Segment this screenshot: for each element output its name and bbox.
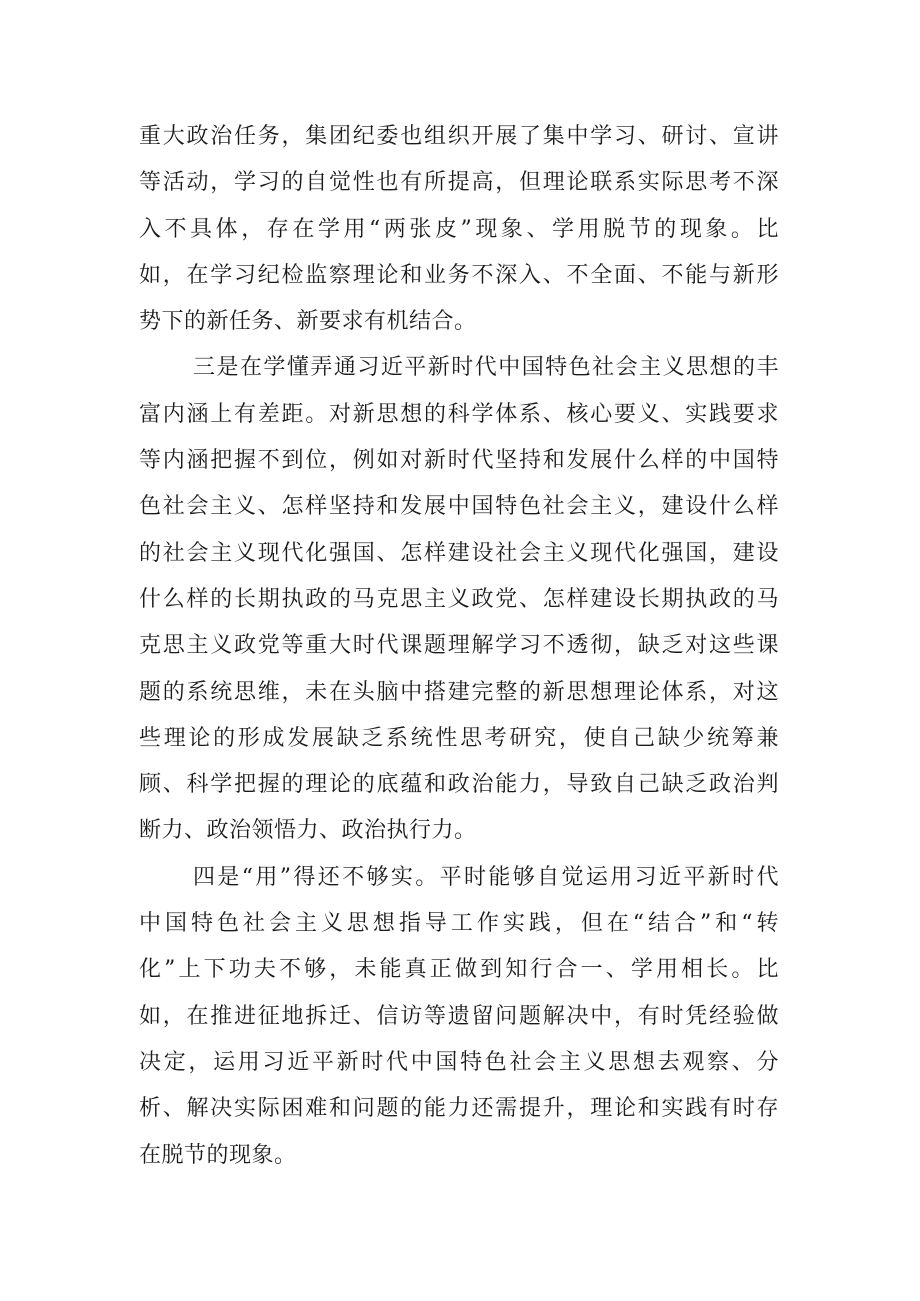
- text-line: 在脱节的现象。: [139, 1142, 297, 1168]
- text-line: 题的系统思维，未在头脑中搭建完整的新思想理论体系，对这: [139, 679, 779, 705]
- text-line: 顾、科学把握的理论的底蕴和政治能力，导致自己缺乏政治判: [139, 772, 779, 798]
- text-line: 的社会主义现代化强国、怎样建设社会主义现代化强国，建设: [139, 540, 779, 566]
- text-line: 克思主义政党等重大时代课题理解学习不透彻，缺乏对这些课: [139, 633, 779, 659]
- text-line: 等活动，学习的自觉性也有所提高，但理论联系实际思考不深: [139, 170, 779, 196]
- text-line: 重大政治任务，集团纪委也组织开展了集中学习、研讨、宣讲: [139, 124, 779, 149]
- text-line: 等内涵把握不到位，例如对新时代坚持和发展什么样的中国特: [139, 448, 779, 474]
- text-line: 入不具体，存在学用“两张皮”现象、学用脱节的现象。比: [139, 216, 779, 242]
- text-line: 势下的新任务、新要求有机结合。: [139, 309, 477, 335]
- text-line: 如，在学习纪检监察理论和业务不深入、不全面、不能与新形: [139, 262, 779, 288]
- text-line: 富内涵上有差距。对新思想的科学体系、核心要义、实践要求: [139, 401, 779, 427]
- text-line: 什么样的长期执政的马克思主义政党、怎样建设长期执政的马: [139, 586, 779, 612]
- text-line: 断力、政治领悟力、政治执行力。: [139, 818, 477, 844]
- paragraph-start-line: 三是在学懂弄通习近平新时代中国特色社会主义思想的丰: [193, 355, 779, 381]
- text-line: 决定，运用习近平新时代中国特色社会主义思想去观察、分: [139, 1049, 779, 1075]
- body-text: [139, 114, 779, 1179]
- text-line: 如，在推进征地拆迁、信访等遗留问题解决中，有时凭经验做: [139, 1003, 779, 1029]
- text-line: 中国特色社会主义思想指导工作实践，但在“结合”和“转: [139, 911, 779, 937]
- text-line: 些理论的形成发展缺乏系统性思考研究，使自己缺少统筹兼: [139, 725, 779, 751]
- paragraph-start-line: 四是“用”得还不够实。平时能够自觉运用习近平新时代: [193, 864, 779, 890]
- text-line: 色社会主义、怎样坚持和发展中国特色社会主义，建设什么样: [139, 494, 779, 520]
- text-line: 化”上下功夫不够，未能真正做到知行合一、学用相长。比: [139, 957, 779, 983]
- text-line: 析、解决实际困难和问题的能力还需提升，理论和实践有时存: [139, 1096, 779, 1122]
